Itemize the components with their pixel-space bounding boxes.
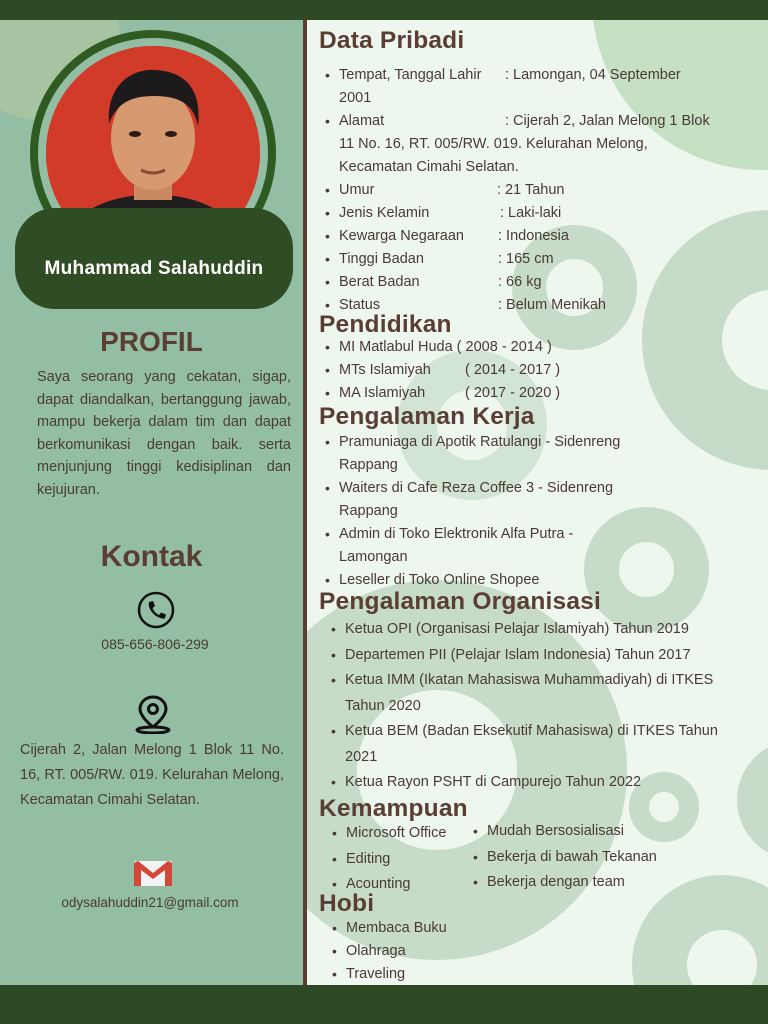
list-item: • Leseller di Toko Online Shopee: [339, 569, 759, 592]
list-item: • MTs Islamiyah ( 2014 - 2017 ): [339, 359, 759, 382]
list-item: • Jenis Kelamin : Laki-laki: [339, 202, 759, 225]
contact-address: Cijerah 2, Jalan Melong 1 Blok 11 No. 16, RT. 005/RW. 019. Kelurahan Melong, Kecamatan Cimahi Selatan.: [20, 742, 284, 808]
pengalaman-organisasi-list: [345, 617, 765, 796]
hobi-list: [346, 917, 546, 985]
list-item: • Departemen PII (Pelajar Islam Indonesia) Tahun 2017: [345, 643, 765, 669]
left-sidebar: [0, 20, 303, 985]
email-address: odysalahuddin21@gmail.com: [61, 895, 239, 910]
list-item: • Ketua OPI (Organisasi Pelajar Islamiyah) Tahun 2019: [345, 617, 765, 643]
list-item: • Ketua IMM (Ikatan Mahasiswa Muhammadiyah) di ITKES Tahun 2020: [345, 668, 765, 719]
list-item: • Mudah Bersosialisasi: [487, 819, 737, 845]
list-item: • Alamat : Cijerah 2, Jalan Melong 1 Blok 11 No. 16, RT. 005/RW. 019. Kelurahan Melong, Kecamatan Cimahi Selatan.: [339, 110, 759, 179]
list-item: • Olahraga: [346, 940, 546, 963]
list-item: • MI Matlabul Huda ( 2008 - 2014 ): [339, 336, 759, 359]
pendidikan-list: [339, 336, 759, 405]
list-item: • Traveling: [346, 963, 546, 985]
list-item: • Berat Badan : 66 kg: [339, 271, 759, 294]
list-item: • Umur : 21 Tahun: [339, 179, 759, 202]
list-item: • MA Islamiyah ( 2017 - 2020 ): [339, 382, 759, 405]
gmail-icon: [133, 858, 173, 888]
data-pribadi-list: [339, 64, 759, 317]
list-item: • Tinggi Badan : 165 cm: [339, 248, 759, 271]
bottom-border: [0, 985, 768, 1024]
list-item: • Kewarga Negaraan : Indonesia: [339, 225, 759, 248]
list-item: • Bekerja di bawah Tekanan: [487, 845, 737, 871]
list-item: • Bekerja dengan team: [487, 870, 737, 896]
profil-heading: PROFIL: [100, 326, 203, 357]
list-item: • Acounting: [346, 872, 476, 898]
list-item: • Ketua BEM (Badan Eksekutif Mahasiswa) di ITKES Tahun 2021: [345, 719, 765, 770]
phone-number: 085-656-806-299: [101, 636, 209, 652]
pengalaman-organisasi-heading: Pengalaman Organisasi: [319, 588, 601, 615]
profil-description: Saya seorang yang cekatan, sigap, dapat diandalkan, bertanggung jawab, mampu bekerja dalam tim dan dapat berkomunikasi dengan baik. serta menjunjung tinggi kedisiplinan dan kejujuran.: [37, 369, 291, 498]
pengalaman-kerja-heading: Pengalaman Kerja: [319, 403, 535, 430]
main-content: [307, 20, 768, 985]
list-item: • Membaca Buku: [346, 917, 546, 940]
list-item: • Pramuniaga di Apotik Ratulangi - Sidenreng Rappang: [339, 431, 759, 477]
list-item: • Admin di Toko Elektronik Alfa Putra - Lamongan: [339, 523, 759, 569]
kemampuan-list-1: [346, 821, 476, 898]
list-item: • Microsoft Office: [346, 821, 476, 847]
list-item: • Tempat, Tanggal Lahir : Lamongan, 04 September 2001: [339, 64, 759, 110]
hobi-heading: Hobi: [319, 890, 375, 917]
phone-icon: [137, 591, 175, 629]
list-item: • Waiters di Cafe Reza Coffee 3 - Sidenreng Rappang: [339, 477, 759, 523]
top-border: [0, 0, 768, 20]
pengalaman-kerja-list: [339, 431, 759, 592]
location-pin-icon: [134, 694, 172, 734]
list-item: • Ketua Rayon PSHT di Campurejo Tahun 2022: [345, 770, 765, 796]
person-name: Muhammad Salahuddin: [44, 258, 264, 279]
pendidikan-heading: Pendidikan: [319, 311, 452, 338]
kontak-heading: Kontak: [100, 540, 203, 573]
data-pribadi-heading: Data Pribadi: [319, 27, 465, 54]
kemampuan-heading: Kemampuan: [319, 795, 468, 822]
list-item: • Editing: [346, 847, 476, 873]
kemampuan-list-2: [487, 819, 737, 896]
list-item: • Status : Belum Menikah: [339, 294, 759, 317]
